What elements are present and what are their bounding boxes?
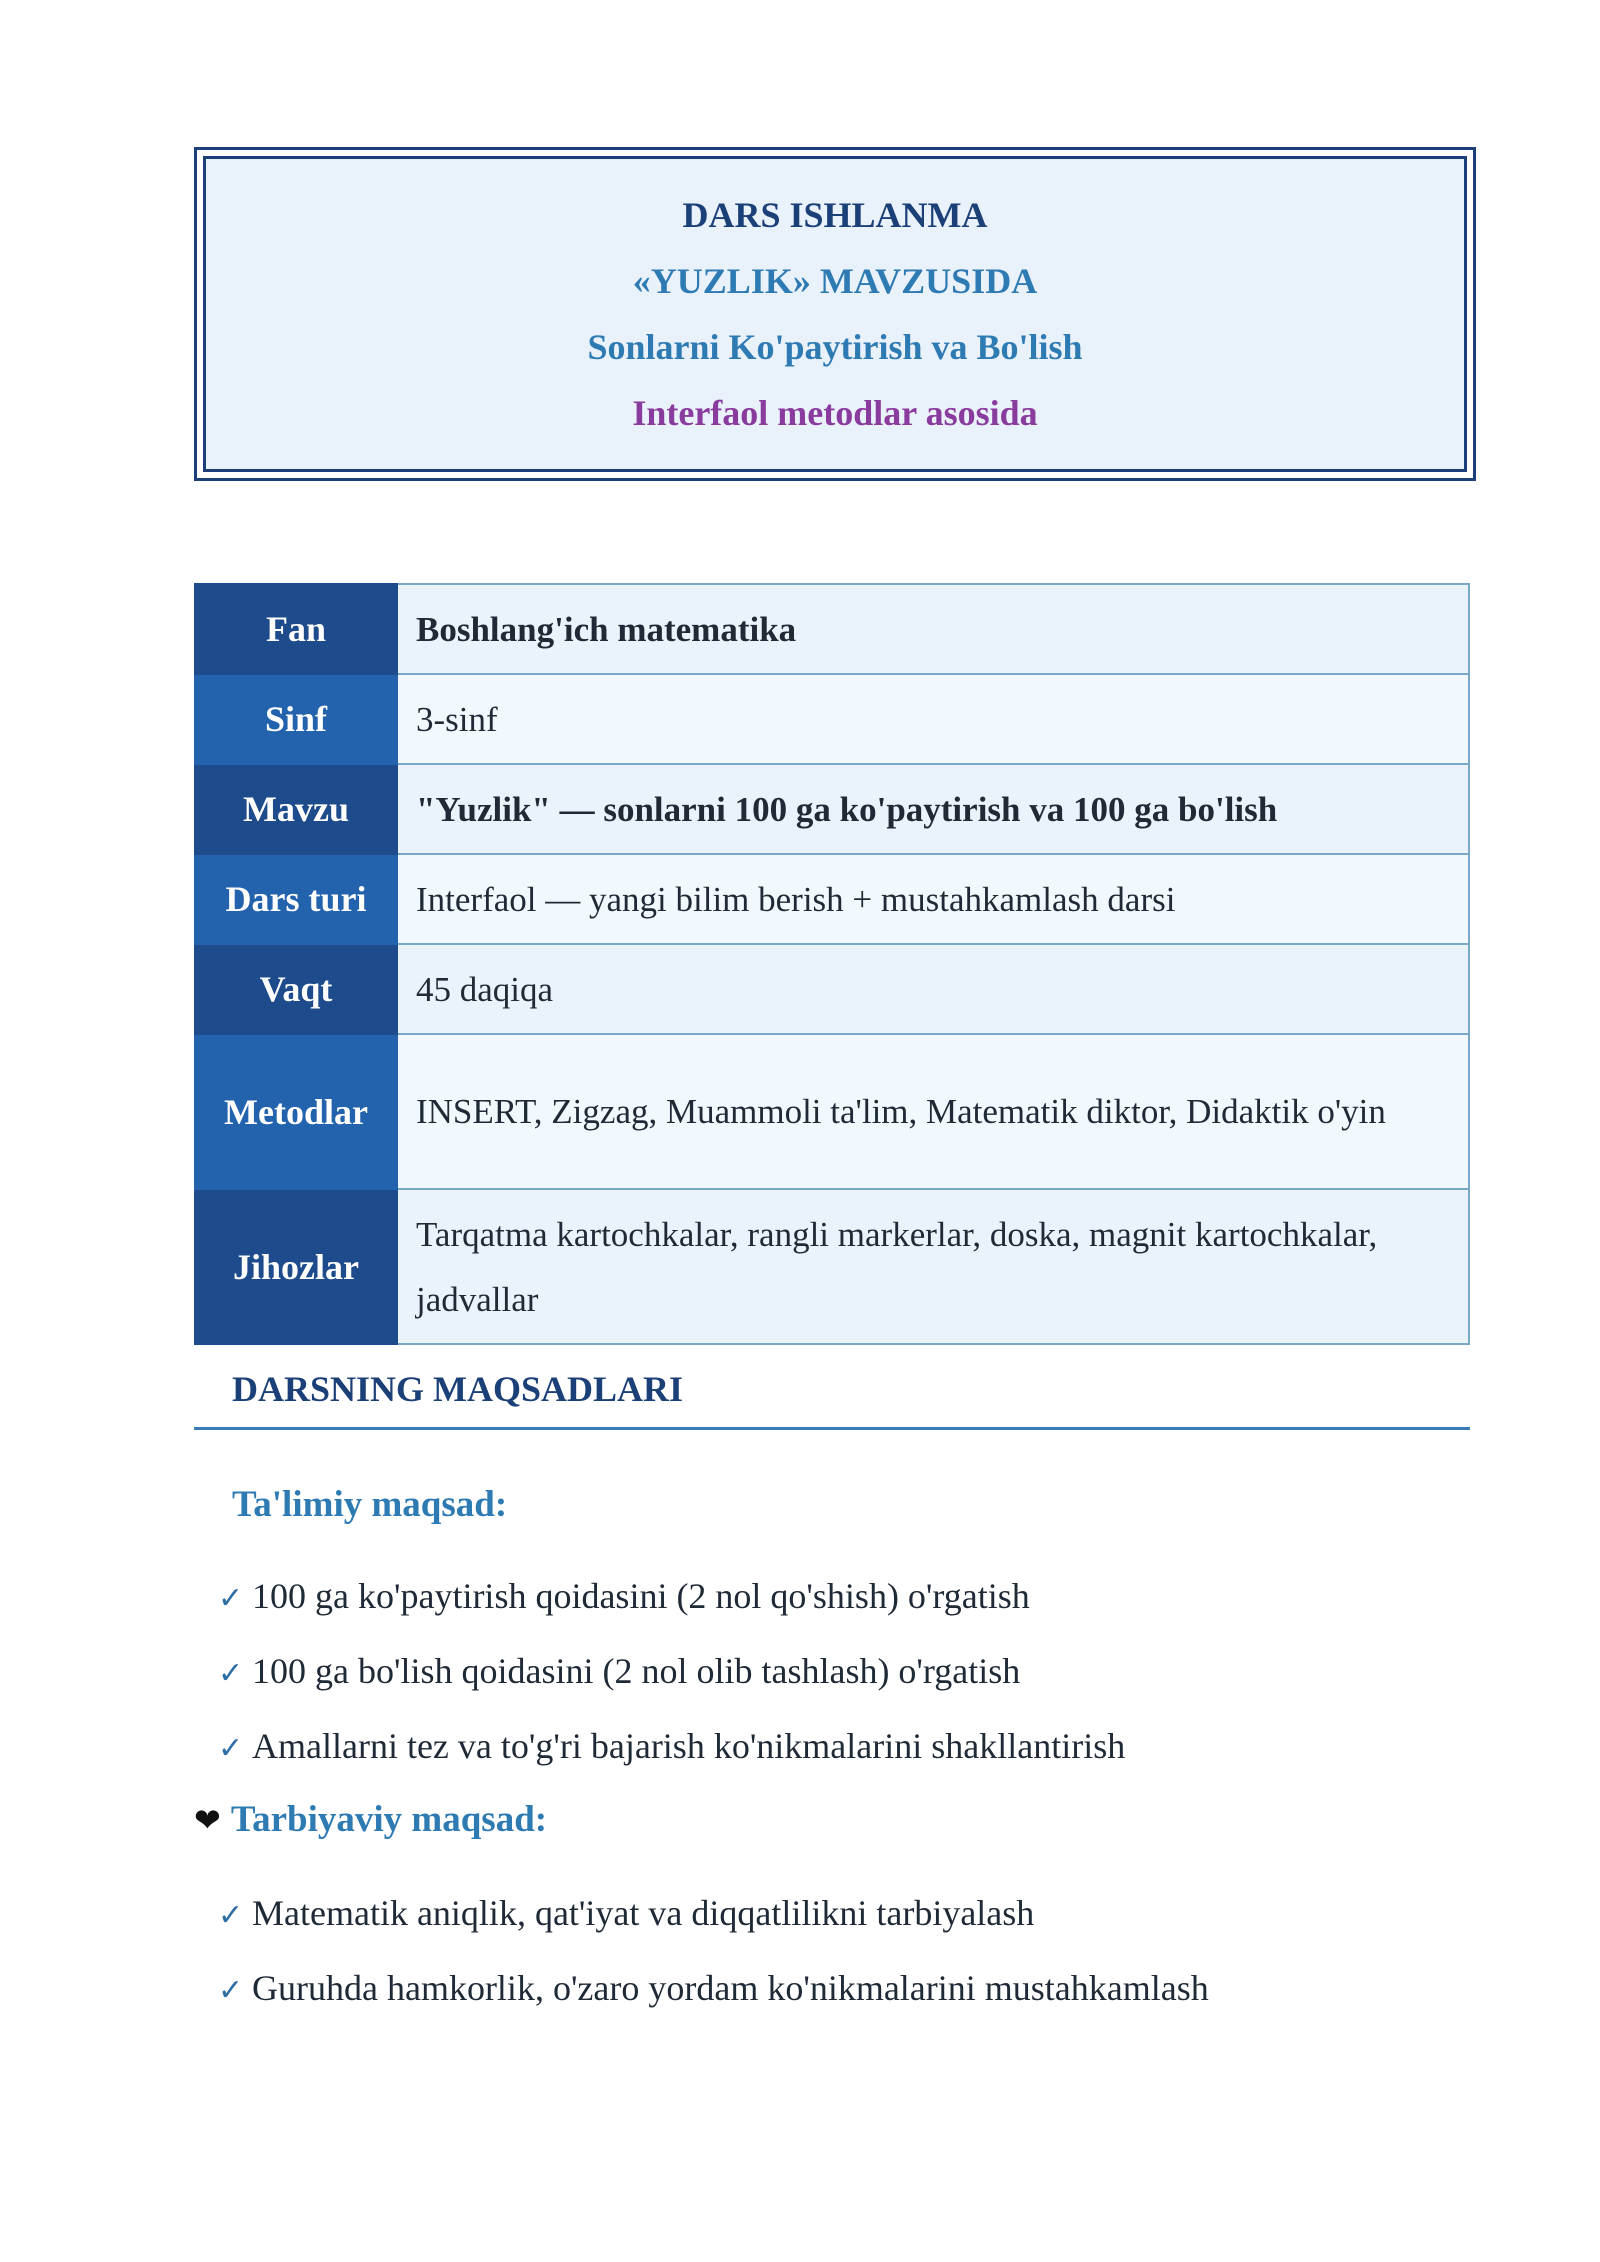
document-method-note: Interfaol metodlar asosida xyxy=(632,393,1038,433)
educational-goal-title: Ta'limiy maqsad: xyxy=(232,1484,508,1525)
check-icon: ✓ xyxy=(218,1581,244,1616)
table-row-vaqt xyxy=(195,944,1469,1034)
row-value: "Yuzlik" — sonlarni 100 ga ko'paytirish va 100 ga bo'lish xyxy=(397,764,1469,854)
list-item xyxy=(218,1877,1209,1952)
row-label: Mavzu xyxy=(195,764,397,854)
row-value: INSERT, Zigzag, Muammoli ta'lim, Matematik diktor, Didaktik o'yin xyxy=(397,1034,1469,1189)
goal-text: 100 ga bo'lish qoidasini (2 nol olib tashlash) o'rgatish xyxy=(252,1651,1021,1691)
goal-text: Matematik aniqlik, qat'iyat va diqqatlilikni tarbiyalash xyxy=(252,1893,1035,1933)
upbringing-goal-header xyxy=(194,1797,547,1843)
goal-text: Amallarni tez va to'g'ri bajarish ko'nikmalarini shakllantirish xyxy=(252,1726,1126,1766)
row-value: Tarqatma kartochkalar, rangli markerlar, doska, magnit kartochkalar, jadvallar xyxy=(397,1189,1469,1344)
list-item xyxy=(218,1635,1125,1710)
document-subtopic: Sonlarni Ko'paytirish va Bo'lish xyxy=(587,327,1083,367)
title-box xyxy=(194,147,1476,481)
row-label: Sinf xyxy=(195,674,397,764)
table-row-metodlar xyxy=(195,1034,1469,1189)
upbringing-goal-list xyxy=(218,1877,1209,2027)
table-row-sinf xyxy=(195,674,1469,764)
document-topic: «YUZLIK» MAVZUSIDA xyxy=(632,261,1038,301)
lesson-info-table xyxy=(194,583,1470,1345)
row-label: Fan xyxy=(195,584,397,674)
heart-icon: ❤ xyxy=(194,1801,221,1839)
table-row-jihozlar xyxy=(195,1189,1469,1344)
row-label: Dars turi xyxy=(195,854,397,944)
row-label: Jihozlar xyxy=(195,1189,397,1344)
list-item xyxy=(218,1560,1125,1635)
row-label: Vaqt xyxy=(195,944,397,1034)
row-value: Interfaol — yangi bilim berish + mustahkamlash darsi xyxy=(397,854,1469,944)
goal-text: Guruhda hamkorlik, o'zaro yordam ko'nikmalarini mustahkamlash xyxy=(252,1968,1209,2008)
check-icon: ✓ xyxy=(218,1731,244,1766)
section-divider xyxy=(194,1427,1470,1430)
table-row-dars-turi xyxy=(195,854,1469,944)
document-title: DARS ISHLANMA xyxy=(682,195,988,235)
check-icon: ✓ xyxy=(218,1656,244,1691)
check-icon: ✓ xyxy=(218,1973,244,2008)
table-row-mavzu xyxy=(195,764,1469,854)
check-icon: ✓ xyxy=(218,1898,244,1933)
row-value: Boshlang'ich matematika xyxy=(397,584,1469,674)
row-label: Metodlar xyxy=(195,1034,397,1189)
row-value: 3-sinf xyxy=(397,674,1469,764)
table-row-fan xyxy=(195,584,1469,674)
title-box-inner xyxy=(203,156,1467,472)
educational-goal-list xyxy=(218,1560,1125,1785)
upbringing-goal-title: Tarbiyaviy maqsad: xyxy=(230,1799,548,1840)
list-item xyxy=(218,1710,1125,1785)
goals-heading: DARSNING MAQSADLARI xyxy=(232,1369,684,1409)
row-value: 45 daqiqa xyxy=(397,944,1469,1034)
list-item xyxy=(218,1952,1209,2027)
goal-text: 100 ga ko'paytirish qoidasini (2 nol qo'shish) o'rgatish xyxy=(252,1576,1030,1616)
